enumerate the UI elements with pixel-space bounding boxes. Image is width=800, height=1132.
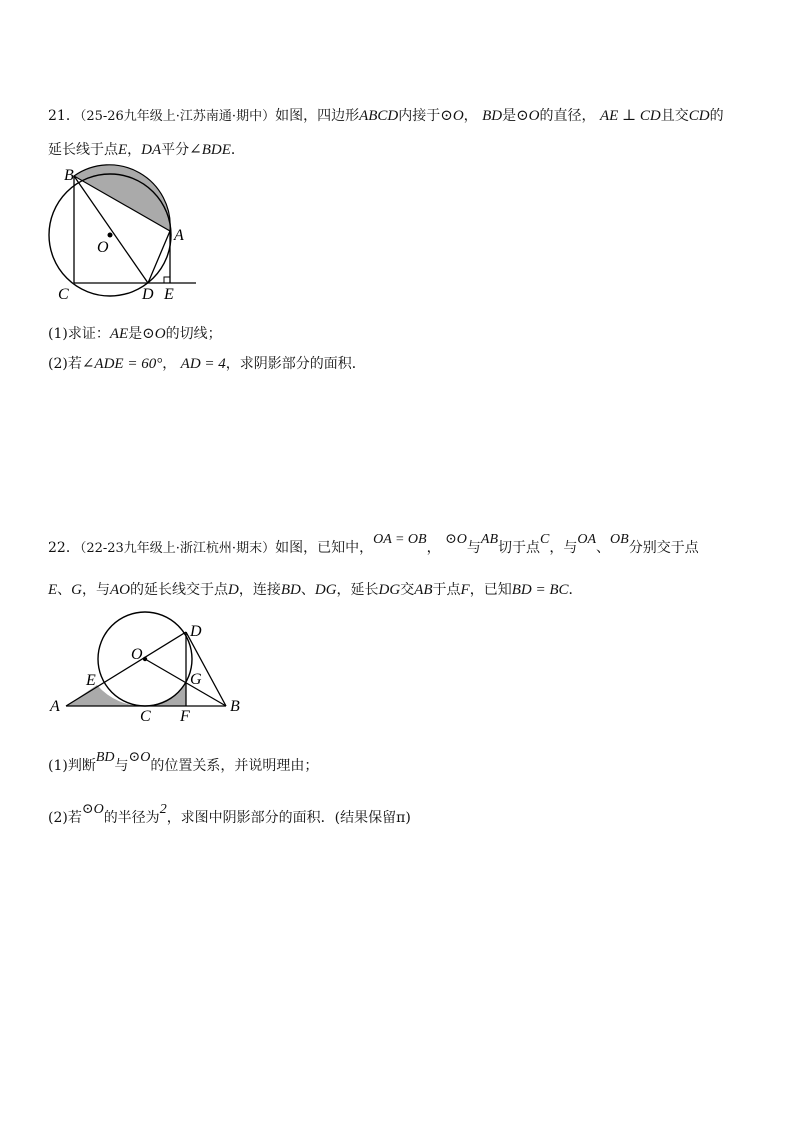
q21-part2-text: (2)若	[48, 356, 82, 372]
q22-math-f: F	[460, 582, 470, 598]
q21-center-point	[108, 233, 113, 238]
q22-label-g: G	[190, 671, 202, 688]
q21-text: 内接于	[398, 108, 441, 124]
q22-label-o: O	[131, 646, 143, 663]
q21-figure	[40, 164, 210, 306]
q21-text: ，	[463, 108, 478, 124]
q21-text: 的	[709, 108, 724, 124]
q22-label-c: C	[140, 708, 151, 725]
q21-text: 的直径，	[539, 108, 596, 124]
q22-label-b: B	[230, 698, 240, 715]
q22-label-d: D	[190, 623, 202, 640]
q22-label-a: A	[50, 698, 60, 715]
q22-math-ob: OB	[610, 532, 629, 547]
q21-math-circle-o: ⊙O	[142, 326, 166, 342]
q21-math-ae: AE	[109, 326, 129, 342]
q22-label-f: F	[180, 708, 190, 725]
q21-text: ．	[230, 142, 245, 158]
q22-text: ，已知	[469, 582, 512, 598]
q22-source: （22-23九年级上·浙江杭州·期末）	[79, 541, 276, 556]
q22-math-dg: DG	[378, 582, 401, 598]
q22-part1	[48, 750, 319, 777]
q22-math-circle-o: ⊙O	[81, 802, 104, 817]
q22-text: 切于点	[498, 540, 541, 556]
q21-math-ad: AD = 4	[180, 356, 226, 372]
q22-shaded-region-left	[66, 685, 146, 706]
q21-source: （25-26九年级上·江苏南通·期中）	[79, 109, 276, 124]
q22-text: ，连接	[238, 582, 281, 598]
q22-math-radius-value: 2	[159, 802, 167, 817]
q22-text: 与	[466, 540, 481, 556]
q22-text: ．	[568, 582, 583, 598]
q21-label-o: O	[97, 239, 109, 256]
q22-math-ab: AB	[414, 582, 433, 598]
q21-text: 且交	[660, 108, 689, 124]
q22-figure	[44, 604, 250, 726]
q22-math-bd-eq-bc: BD = BC	[511, 582, 569, 598]
q21-math-cd: CD	[688, 108, 710, 124]
q21-label-a: A	[174, 227, 184, 244]
q22-text: 如图，已知中，	[275, 540, 374, 556]
q22-part1-text: 与	[114, 758, 129, 774]
q22-part2-text: ，求图中阴影部分的面积．(结果保留π)	[166, 810, 411, 826]
q21-stem-line2	[48, 140, 245, 160]
q22-math-e: E	[48, 582, 58, 598]
q21-text: 如图，四边形	[275, 108, 360, 124]
q22-text: 分别交于点	[628, 540, 699, 556]
q22-text: 、	[596, 540, 611, 556]
q21-math-angle-bde: ∠BDE	[189, 142, 231, 158]
q21-math-angle-ade: ∠ADE = 60°	[81, 356, 163, 372]
q22-stem-line1	[48, 532, 699, 559]
q22-text: 交	[400, 582, 415, 598]
q22-math-ao: AO	[110, 582, 131, 598]
q21-text: ，	[127, 142, 142, 158]
q22-text: ，与	[549, 540, 578, 556]
q21-part2-text: ，	[162, 356, 177, 372]
q21-label-b: B	[64, 167, 74, 184]
q22-math-c: C	[540, 532, 550, 547]
q22-text: 于点	[432, 582, 461, 598]
q22-math-g: G	[71, 582, 83, 598]
q22-math-bd: BD	[95, 750, 115, 765]
q22-stem-line2	[48, 580, 583, 600]
q22-part1-text: (1)判断	[48, 758, 96, 774]
q21-math-bd: BD	[482, 108, 503, 124]
q21-part1-text: (1)求证：	[48, 326, 110, 342]
q21-right-angle-mark	[164, 277, 170, 283]
q21-math-circle-o: ⊙O	[440, 108, 464, 124]
q22-math-bd: BD	[280, 582, 301, 598]
q21-label-c: C	[58, 286, 69, 303]
q21-math-abcd: ABCD	[359, 108, 399, 124]
q22-text: 、	[300, 582, 315, 598]
q21-part2-text: ，求阴影部分的面积．	[225, 356, 366, 372]
q22-center-point	[143, 657, 147, 661]
q22-math-oa-eq-ob: OA = OB	[373, 532, 427, 547]
q22-line-ad	[66, 632, 186, 706]
q22-part2-text: 的半径为	[103, 810, 160, 826]
q22-text: ，	[426, 540, 441, 556]
q22-text: 、	[57, 582, 72, 598]
q21-label-e: E	[164, 286, 174, 303]
q21-text: 平分	[161, 142, 190, 158]
q21-math-ae-perp-cd: AE ⊥ CD	[599, 108, 661, 124]
q22-shaded-region-right-fill	[146, 684, 186, 706]
q21-stem-line1	[48, 106, 724, 127]
q22-text: ，延长	[336, 582, 379, 598]
q22-math-d: D	[228, 582, 239, 598]
q21-part1	[48, 324, 222, 344]
q22-math-dg: DG	[314, 582, 337, 598]
q22-math-circle-o: ⊙O	[128, 750, 151, 765]
q22-part2	[48, 802, 411, 829]
q22-label-e: E	[86, 672, 96, 689]
q22-text: ，与	[82, 582, 111, 598]
q21-math-da: DA	[141, 142, 162, 158]
q22-math-oa: OA	[577, 532, 597, 547]
q22-part2-text: (2)若	[48, 810, 82, 826]
q21-math-circle-o: ⊙O	[516, 108, 540, 124]
q22-math-circle-o: ⊙O	[445, 532, 467, 547]
q22-number: 22．	[48, 540, 80, 556]
q21-number: 21．	[48, 108, 80, 124]
q21-text: 延长线于点	[48, 142, 118, 158]
q22-text: 的延长线交于点	[130, 582, 229, 598]
q21-part2	[48, 354, 366, 374]
q22-math-ab: AB	[480, 532, 499, 547]
q21-text: 是	[502, 108, 517, 124]
q21-part1-text: 是	[128, 326, 143, 342]
q21-part1-text: 的切线；	[165, 326, 222, 342]
q21-math-e: E	[118, 142, 128, 158]
q21-label-d: D	[142, 286, 154, 303]
q22-part1-text: 的位置关系，并说明理由；	[150, 758, 319, 774]
